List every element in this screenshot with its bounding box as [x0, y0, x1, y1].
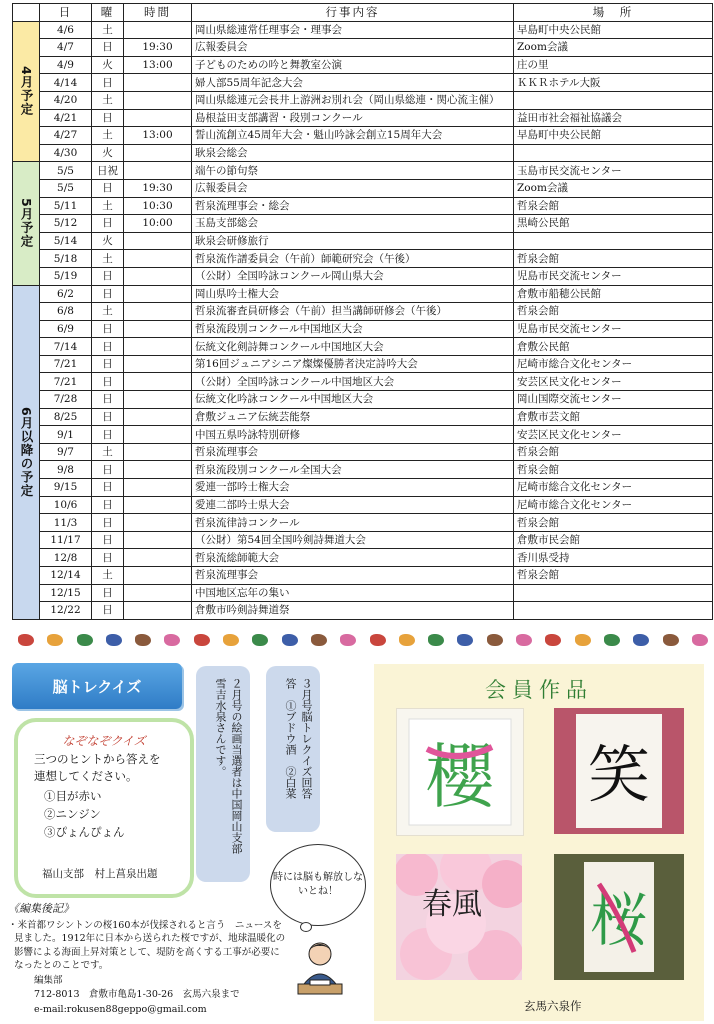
schedule-row	[13, 408, 713, 426]
dancer-figure-icon	[575, 634, 591, 646]
schedule-row	[13, 320, 713, 338]
editor-notes-heading: 《編集後記》	[8, 902, 74, 915]
cell-day: 日	[92, 408, 124, 426]
svg-text:桜: 桜	[589, 886, 649, 954]
schedule-row	[13, 391, 713, 409]
cell-time	[124, 391, 192, 409]
schedule-row	[13, 461, 713, 479]
cell-event: 哲泉流段別コンクール中国地区大会	[192, 320, 514, 338]
svg-text:櫻: 櫻	[425, 736, 495, 818]
cell-time	[124, 250, 192, 268]
editor-email: e-mail:rokusen88geppo@gmail.com	[34, 1003, 207, 1015]
cell-place: 安芸区民文化センター	[514, 373, 713, 391]
cell-date: 12/22	[40, 602, 92, 620]
cell-event: （公財）全国吟詠コンクール岡山県大会	[192, 267, 514, 285]
section-label-may	[13, 162, 40, 285]
schedule-row	[13, 197, 713, 215]
cell-event: 島根益田支部講習・段別コンクール	[192, 109, 514, 127]
cell-place: 尼崎市総合文化センター	[514, 496, 713, 514]
dancer-figure-icon	[428, 634, 444, 646]
dancer-figure-icon	[663, 634, 679, 646]
schedule-row	[13, 267, 713, 285]
quiz-intro-line1: 三つのヒントから答えを	[34, 752, 161, 766]
dancer-figure-icon	[516, 634, 532, 646]
cell-time	[124, 144, 192, 162]
cell-place: 倉敷市民会館	[514, 531, 713, 549]
schedule-row	[13, 373, 713, 391]
quiz-hint-3: ③ぴょんぴょん	[44, 825, 125, 839]
cell-day: 土	[92, 567, 124, 585]
schedule-table	[12, 3, 713, 620]
cell-time	[124, 426, 192, 444]
cell-time: 13:00	[124, 127, 192, 145]
quiz-author: 福山支部 村上菖泉出題	[42, 868, 158, 880]
schedule-row	[13, 250, 713, 268]
cell-day: 日	[92, 479, 124, 497]
cell-time: 13:00	[124, 56, 192, 74]
cell-event: 哲泉流理事会・総会	[192, 197, 514, 215]
cell-day: 日	[92, 74, 124, 92]
cell-event: 広報委員会	[192, 179, 514, 197]
cell-event: 広報委員会	[192, 39, 514, 57]
cell-event: 伝統文化吟詠コンクール中国地区大会	[192, 391, 514, 409]
schedule-row	[13, 584, 713, 602]
dancer-figure-icon	[164, 634, 180, 646]
dancer-figure-icon	[457, 634, 473, 646]
cell-day: 日	[92, 285, 124, 303]
header-date: 日	[40, 4, 92, 22]
quiz-box	[14, 718, 194, 898]
cell-time: 19:30	[124, 39, 192, 57]
member-works-panel	[374, 664, 704, 1021]
cell-event: 岡山県総連元会長井上游洲お別れ会（岡山県総連・関心流主催）	[192, 91, 514, 109]
calligraphy-artwork-3	[396, 854, 522, 980]
cell-event: 第16回ジュニアシニア燦燦優勝者決定詩吟大会	[192, 355, 514, 373]
dancer-figure-icon	[282, 634, 298, 646]
cell-time	[124, 461, 192, 479]
cell-time	[124, 373, 192, 391]
cell-day: 日	[92, 584, 124, 602]
cell-date: 12/8	[40, 549, 92, 567]
cell-date: 5/5	[40, 162, 92, 180]
cell-day: 日	[92, 355, 124, 373]
dancer-figure-icon	[252, 634, 268, 646]
cell-date: 4/7	[40, 39, 92, 57]
schedule-row	[13, 355, 713, 373]
cell-time	[124, 320, 192, 338]
cell-place: 哲泉会館	[514, 443, 713, 461]
quiz-answer-note: ３月号脳トレクイズ回答 答 ①ブドウ酒 ②白菜	[266, 666, 320, 832]
cell-place: 哲泉会館	[514, 250, 713, 268]
dancer-figure-icon	[77, 634, 93, 646]
cell-event: 端午の節句祭	[192, 162, 514, 180]
cell-day: 土	[92, 91, 124, 109]
cell-date: 12/15	[40, 584, 92, 602]
schedule-row	[13, 74, 713, 92]
cell-time	[124, 584, 192, 602]
schedule-row	[13, 91, 713, 109]
cell-time	[124, 21, 192, 39]
cell-event: 哲泉流律詩コンクール	[192, 514, 514, 532]
quiz-intro-line2: 連想してください。	[34, 769, 138, 783]
cell-event: （公財）全国吟詠コンクール中国地区大会	[192, 373, 514, 391]
cell-date: 5/19	[40, 267, 92, 285]
cell-day: 土	[92, 197, 124, 215]
quiz-hint-2: ②ニンジン	[44, 807, 101, 821]
cell-place: 香川県受持	[514, 549, 713, 567]
cell-date: 9/1	[40, 426, 92, 444]
cell-date: 7/21	[40, 373, 92, 391]
cell-date: 5/12	[40, 215, 92, 233]
cell-event: 哲泉流審査員研修会（午前）担当講師研修会（午後）	[192, 303, 514, 321]
header-event: 行事内容	[192, 4, 514, 22]
cell-time	[124, 338, 192, 356]
cell-day: 土	[92, 21, 124, 39]
cell-date: 8/25	[40, 408, 92, 426]
cell-place: 庄の里	[514, 56, 713, 74]
section-label-jun	[13, 285, 40, 619]
schedule-row	[13, 109, 713, 127]
cell-date: 4/27	[40, 127, 92, 145]
cell-date: 4/30	[40, 144, 92, 162]
schedule-row	[13, 39, 713, 57]
cell-event: 岡山県総連常任理事会・理事会	[192, 21, 514, 39]
cell-event: 中国五県吟詠特別研修	[192, 426, 514, 444]
cell-date: 4/6	[40, 21, 92, 39]
cell-time	[124, 602, 192, 620]
member-works-title: 会員作品	[485, 678, 593, 702]
cell-time	[124, 549, 192, 567]
header-place: 場 所	[514, 4, 713, 22]
cell-time	[124, 232, 192, 250]
schedule-row	[13, 514, 713, 532]
dancer-figure-icon	[487, 634, 503, 646]
dancer-figure-icon	[604, 634, 620, 646]
schedule-row	[13, 127, 713, 145]
drawing-winner-note: ２月号の絵画当選者は中国岡山支部 雪吉水泉さんです。	[196, 666, 250, 882]
dancer-figure-icon	[545, 634, 561, 646]
cell-time: 10:30	[124, 197, 192, 215]
cell-event: 婦人部55周年記念大会	[192, 74, 514, 92]
speech-bubble-text: 時には脳も解放しないとね！	[273, 872, 363, 897]
person-writing-illustration	[290, 938, 350, 1000]
cell-event: 愛連一部吟士権大会	[192, 479, 514, 497]
cell-day: 日	[92, 514, 124, 532]
cell-place: 哲泉会館	[514, 514, 713, 532]
cell-date: 4/20	[40, 91, 92, 109]
cell-event: 耿泉会総会	[192, 144, 514, 162]
cell-day: 日	[92, 338, 124, 356]
cell-day: 日	[92, 179, 124, 197]
cell-place: 玉島市民交流センター	[514, 162, 713, 180]
dancer-figure-icon	[194, 634, 210, 646]
cell-day: 土	[92, 443, 124, 461]
cell-day: 日	[92, 373, 124, 391]
calligraphy-artwork-4	[554, 854, 684, 980]
schedule-body	[13, 21, 713, 619]
cell-event: 愛連二部吟士県大会	[192, 496, 514, 514]
dancer-figure-icon	[311, 634, 327, 646]
schedule-row	[13, 162, 713, 180]
schedule-row	[13, 443, 713, 461]
schedule-row	[13, 338, 713, 356]
editor-address: 712-8013 倉敷市亀島1-30-26 玄馬六泉まで	[34, 989, 240, 1000]
schedule-header-row	[13, 4, 713, 22]
cell-place	[514, 91, 713, 109]
cell-day: 日	[92, 549, 124, 567]
schedule-row	[13, 21, 713, 39]
cell-place: 益田市社会福祉協議会	[514, 109, 713, 127]
cell-place: 哲泉会館	[514, 303, 713, 321]
cell-time	[124, 531, 192, 549]
cell-place: 早島町中央公民館	[514, 21, 713, 39]
cell-time	[124, 355, 192, 373]
cell-event: 玉島支部総会	[192, 215, 514, 233]
cell-time	[124, 567, 192, 585]
decorative-figure-strip	[18, 634, 708, 648]
cell-event: 哲泉流総師範大会	[192, 549, 514, 567]
quiz-heading: なぞなぞクイズ	[62, 734, 146, 748]
cell-time	[124, 285, 192, 303]
cell-place	[514, 584, 713, 602]
section-label-text: 4月予定	[19, 66, 34, 117]
header-time: 時間	[124, 4, 192, 22]
quiz-hint-1: ①目が赤い	[44, 789, 102, 803]
cell-time	[124, 514, 192, 532]
cell-place: 倉敷市芸文館	[514, 408, 713, 426]
header-day: 曜	[92, 4, 124, 22]
svg-text:笑: 笑	[587, 738, 651, 811]
cell-day: 日	[92, 215, 124, 233]
schedule-row	[13, 285, 713, 303]
cell-event: （公財）第54回全国吟剣詩舞道大会	[192, 531, 514, 549]
cell-date: 4/14	[40, 74, 92, 92]
cell-date: 11/17	[40, 531, 92, 549]
cell-day: 日	[92, 531, 124, 549]
cell-event: 子どものための吟と舞教室公演	[192, 56, 514, 74]
cell-time	[124, 267, 192, 285]
schedule-row	[13, 479, 713, 497]
cell-place: 安芸区民文化センター	[514, 426, 713, 444]
cell-event: 哲泉流理事会	[192, 567, 514, 585]
cell-date: 6/2	[40, 285, 92, 303]
schedule-row	[13, 602, 713, 620]
schedule-row	[13, 215, 713, 233]
cell-date: 11/3	[40, 514, 92, 532]
dancer-figure-icon	[135, 634, 151, 646]
schedule-row	[13, 56, 713, 74]
cell-day: 日	[92, 461, 124, 479]
cell-day: 土	[92, 250, 124, 268]
schedule-row	[13, 496, 713, 514]
cell-time	[124, 91, 192, 109]
cell-place: 児島市民交流センター	[514, 320, 713, 338]
quiz-title: 脳トレクイズ	[12, 663, 182, 709]
cell-day: 土	[92, 127, 124, 145]
cell-date: 7/28	[40, 391, 92, 409]
schedule-row	[13, 232, 713, 250]
cell-event: 誓山流創立45周年大会・魁山吟詠会創立15周年大会	[192, 127, 514, 145]
cell-day: 火	[92, 232, 124, 250]
cell-day: 日	[92, 320, 124, 338]
cell-day: 火	[92, 144, 124, 162]
cell-place: 哲泉会館	[514, 197, 713, 215]
schedule-row	[13, 567, 713, 585]
cell-place: 哲泉会館	[514, 567, 713, 585]
cell-event: 耿泉会研修旅行	[192, 232, 514, 250]
cell-place: 黒崎公民館	[514, 215, 713, 233]
cell-time	[124, 109, 192, 127]
member-works-caption: 玄馬六泉作	[524, 999, 582, 1013]
cell-date: 5/18	[40, 250, 92, 268]
cell-day: 日	[92, 496, 124, 514]
cell-time: 10:00	[124, 215, 192, 233]
cell-event: 中国地区忘年の集い	[192, 584, 514, 602]
schedule-row	[13, 426, 713, 444]
cell-place: 早島町中央公民館	[514, 127, 713, 145]
dancer-figure-icon	[223, 634, 239, 646]
cell-time	[124, 479, 192, 497]
header-section	[13, 4, 40, 22]
cell-time	[124, 74, 192, 92]
cell-event: 哲泉流理事会	[192, 443, 514, 461]
schedule-row	[13, 179, 713, 197]
dancer-figure-icon	[47, 634, 63, 646]
cell-time	[124, 443, 192, 461]
section-label-text: 5月予定	[19, 198, 34, 249]
cell-day: 日	[92, 109, 124, 127]
cell-date: 7/21	[40, 355, 92, 373]
schedule-row	[13, 144, 713, 162]
cell-day: 日	[92, 39, 124, 57]
cell-place: 岡山国際交流センター	[514, 391, 713, 409]
cell-date: 10/6	[40, 496, 92, 514]
cell-day: 日	[92, 602, 124, 620]
section-label-apr	[13, 21, 40, 162]
cell-event: 伝統文化剣詩舞コンクール中国地区大会	[192, 338, 514, 356]
cell-time: 19:30	[124, 179, 192, 197]
cell-day: 日	[92, 391, 124, 409]
cell-time	[124, 496, 192, 514]
cell-place: ＫＫＲホテル大阪	[514, 74, 713, 92]
cell-place: 尼崎市総合文化センター	[514, 355, 713, 373]
svg-text:春風: 春風	[422, 887, 482, 922]
calligraphy-artwork-2	[554, 708, 684, 834]
editor-notes-body: ・米首都ワシントンの桜160本が伐採されると言う ニュースを見ました。1912年に日本から送られた桜ですが、地球温暖化の影響による海面上昇対策として、堤防を高くする工事が必要になったとのことです。	[8, 919, 286, 971]
cell-place: Zoom会議	[514, 39, 713, 57]
dancer-figure-icon	[633, 634, 649, 646]
dancer-figure-icon	[18, 634, 34, 646]
cell-day: 日	[92, 426, 124, 444]
cell-date: 9/7	[40, 443, 92, 461]
cell-date: 5/5	[40, 179, 92, 197]
cell-date: 4/21	[40, 109, 92, 127]
cell-place	[514, 602, 713, 620]
dancer-figure-icon	[340, 634, 356, 646]
cell-date: 6/8	[40, 303, 92, 321]
cell-place: 倉敷市船穂公民館	[514, 285, 713, 303]
schedule-row	[13, 303, 713, 321]
cell-time	[124, 408, 192, 426]
speech-bubble-tail	[300, 922, 312, 932]
cell-date: 12/14	[40, 567, 92, 585]
cell-date: 6/9	[40, 320, 92, 338]
cell-day: 日	[92, 267, 124, 285]
dancer-figure-icon	[370, 634, 386, 646]
cell-date: 5/14	[40, 232, 92, 250]
cell-event: 倉敷ジュニア伝統芸能祭	[192, 408, 514, 426]
schedule-row	[13, 549, 713, 567]
cell-date: 5/11	[40, 197, 92, 215]
cell-event: 岡山県吟士権大会	[192, 285, 514, 303]
cell-date: 4/9	[40, 56, 92, 74]
dancer-figure-icon	[692, 634, 708, 646]
cell-day: 土	[92, 303, 124, 321]
cell-date: 9/8	[40, 461, 92, 479]
cell-event: 哲泉流作譜委員会（午前）師範研究会（午後）	[192, 250, 514, 268]
cell-place: 児島市民交流センター	[514, 267, 713, 285]
cell-event: 倉敷市吟剣詩舞道祭	[192, 602, 514, 620]
dancer-figure-icon	[106, 634, 122, 646]
cell-place: Zoom会議	[514, 179, 713, 197]
cell-day: 日祝	[92, 162, 124, 180]
dancer-figure-icon	[399, 634, 415, 646]
cell-place	[514, 144, 713, 162]
editor-notes	[8, 902, 288, 1016]
calligraphy-artwork-1	[396, 708, 524, 836]
cell-time	[124, 162, 192, 180]
schedule-row	[13, 531, 713, 549]
cell-date: 9/15	[40, 479, 92, 497]
cell-time	[124, 303, 192, 321]
cell-date: 7/14	[40, 338, 92, 356]
cell-place	[514, 232, 713, 250]
section-label-text: 6月以降の予定	[19, 406, 34, 498]
cell-place: 哲泉会館	[514, 461, 713, 479]
cell-place: 尼崎市総合文化センター	[514, 479, 713, 497]
cell-event: 哲泉流段別コンクール全国大会	[192, 461, 514, 479]
cell-place: 倉敷公民館	[514, 338, 713, 356]
cell-day: 火	[92, 56, 124, 74]
editor-dept: 編集部	[34, 974, 63, 986]
